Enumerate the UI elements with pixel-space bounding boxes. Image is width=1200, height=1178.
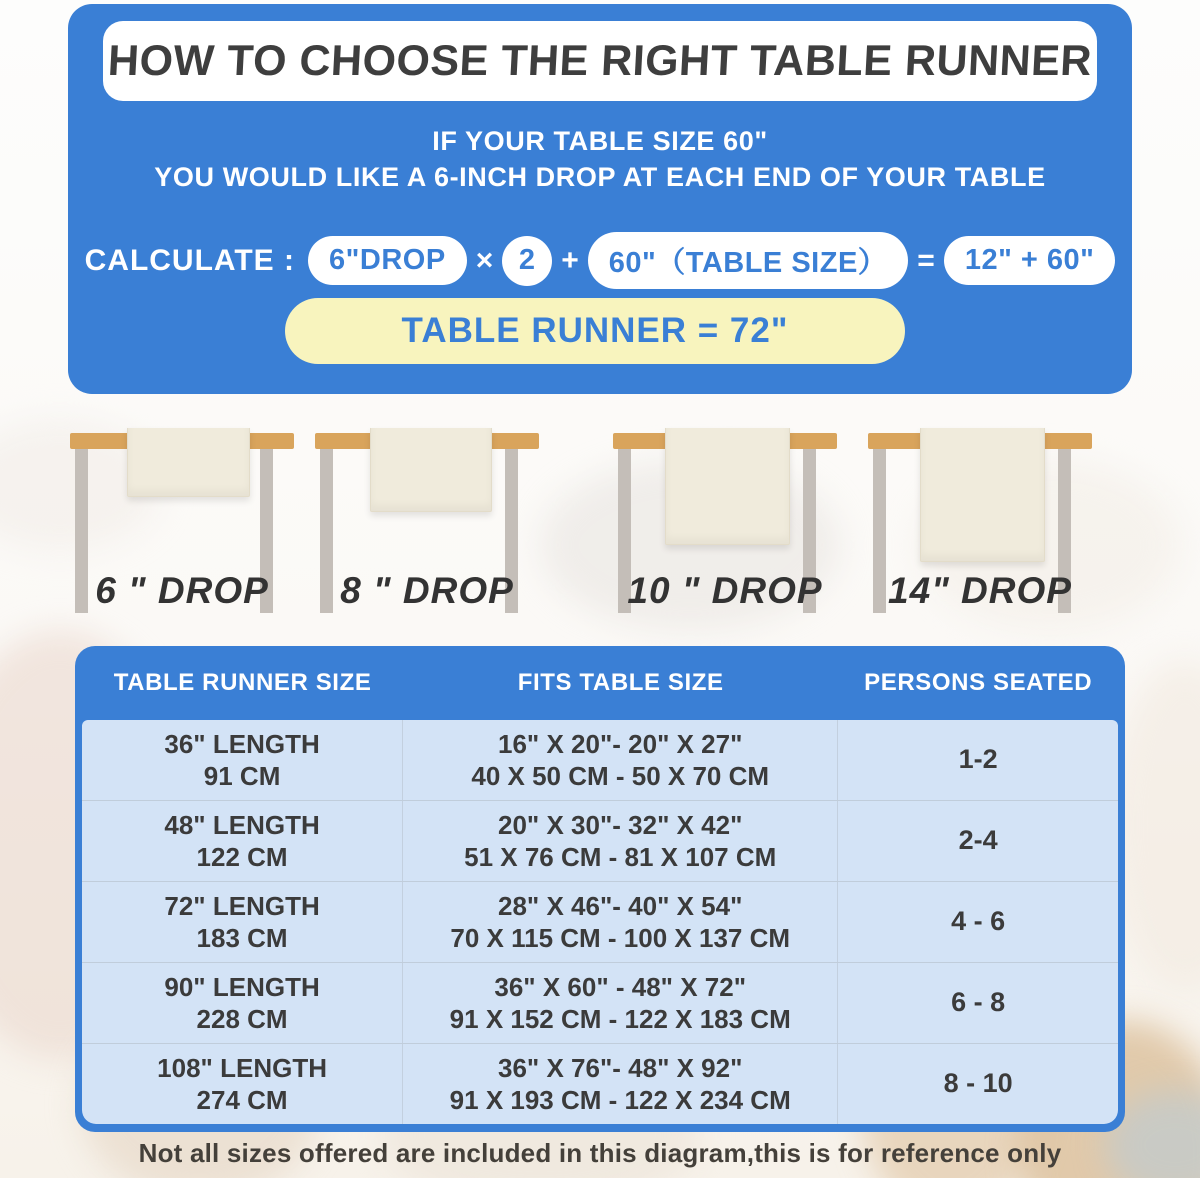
sum-pill: 12" + 60": [944, 236, 1116, 285]
fits-table-cm: 51 X 76 CM - 81 X 107 CM: [464, 842, 777, 872]
table-runner-illustration: [920, 428, 1045, 562]
column-header-runner-size: TABLE RUNNER SIZE: [113, 669, 372, 696]
size-chart-panel: [75, 646, 1125, 1132]
fits-table-inches: 20" X 30"- 32" X 42": [497, 809, 743, 840]
subtitle-line2: YOU WOULD LIKE A 6-INCH DROP AT EACH END OF YOUR TABLE: [154, 162, 1046, 192]
table-row: [82, 963, 1118, 1044]
table-row: [82, 882, 1118, 963]
drop-label: 6 " DROP: [95, 570, 269, 611]
multiply-sign: ×: [475, 243, 494, 277]
multiplier-pill: 2: [502, 236, 552, 286]
runner-size-inches: 72" LENGTH: [164, 890, 320, 921]
fits-table-inches: 36" X 60" - 48" X 72": [494, 971, 747, 1002]
runner-size-cell: [82, 801, 403, 881]
header-panel: [68, 4, 1132, 394]
result-pill: TABLE RUNNER = 72": [285, 298, 905, 364]
fits-table-cm: 70 X 115 CM - 100 X 137 CM: [450, 923, 791, 953]
drop-label: 14" DROP: [888, 570, 1072, 611]
fits-table-cm: 91 X 152 CM - 122 X 183 CM: [449, 1004, 791, 1034]
runner-size-inches: 36" LENGTH: [164, 728, 320, 759]
table-runner-illustration: [370, 428, 492, 512]
runner-size-cm: 122 CM: [196, 842, 288, 872]
table-runner-illustration: [127, 428, 250, 497]
runner-size-cm: 274 CM: [196, 1085, 288, 1115]
drop-figure-6-inch: [70, 424, 294, 640]
runner-size-cm: 91 CM: [203, 761, 281, 791]
runner-size-inches: 90" LENGTH: [164, 971, 320, 1002]
size-chart-body: [82, 720, 1118, 1124]
column-header-persons: PERSONS SEATED: [864, 669, 1093, 696]
persons-seated-cell: 4 - 6: [951, 906, 1006, 937]
drop-figure-14-inch: [868, 424, 1092, 640]
persons-seated-cell: 2-4: [958, 825, 998, 856]
fits-table-cell: [403, 720, 838, 800]
page-title: HOW TO CHOOSE THE RIGHT TABLE RUNNER: [106, 36, 1094, 85]
runner-size-cm: 228 CM: [196, 1004, 288, 1034]
fits-table-cell: [403, 882, 838, 962]
fits-table-inches: 16" X 20"- 20" X 27": [497, 728, 743, 759]
reference-note: Not all sizes offered are included in this diagram,this is for reference only: [138, 1138, 1062, 1168]
table-row: [82, 801, 1118, 882]
fits-table-inches: 36" X 76"- 48" X 92": [497, 1052, 743, 1083]
drop-label: 8 " DROP: [340, 570, 514, 611]
runner-size-inches: 48" LENGTH: [164, 809, 320, 840]
size-chart-header: [82, 646, 1118, 720]
title-banner: [103, 21, 1097, 101]
drop-value-pill: 6"DROP: [308, 236, 467, 285]
calculate-label: CALCULATE :: [84, 243, 296, 277]
fits-table-cell: [403, 963, 838, 1043]
fits-table-cell: [403, 1044, 838, 1124]
drop-figure-8-inch: [315, 424, 539, 640]
subtitle-line1: IF YOUR TABLE SIZE 60": [432, 126, 768, 156]
table-size-pill: 60"（TABLE SIZE）: [588, 232, 909, 289]
plus-sign: +: [561, 243, 579, 277]
fits-table-cell: [403, 801, 838, 881]
fits-table-inches: 28" X 46"- 40" X 54": [497, 890, 743, 921]
runner-size-cell: [82, 1044, 403, 1124]
persons-seated-cell: 8 - 10: [943, 1068, 1013, 1099]
drop-label: 10 " DROP: [627, 570, 823, 611]
equals-sign: =: [917, 243, 935, 277]
runner-size-inches: 108" LENGTH: [157, 1052, 327, 1083]
fits-table-cm: 40 X 50 CM - 50 X 70 CM: [471, 761, 770, 791]
drop-figure-10-inch: [613, 424, 837, 640]
runner-size-cell: [82, 882, 403, 962]
runner-size-cell: [82, 963, 403, 1043]
table-row: [82, 720, 1118, 801]
persons-seated-cell: 1-2: [958, 744, 998, 775]
drop-examples-section: [0, 424, 1200, 640]
table-row: [82, 1044, 1118, 1124]
column-header-fits-table: FITS TABLE SIZE: [517, 669, 724, 696]
runner-size-cm: 183 CM: [196, 923, 288, 953]
fits-table-cm: 91 X 193 CM - 122 X 234 CM: [449, 1085, 791, 1115]
runner-size-cell: [82, 720, 403, 800]
calculation-row: [68, 232, 1132, 289]
table-runner-illustration: [665, 428, 790, 545]
persons-seated-cell: 6 - 8: [951, 987, 1006, 1018]
